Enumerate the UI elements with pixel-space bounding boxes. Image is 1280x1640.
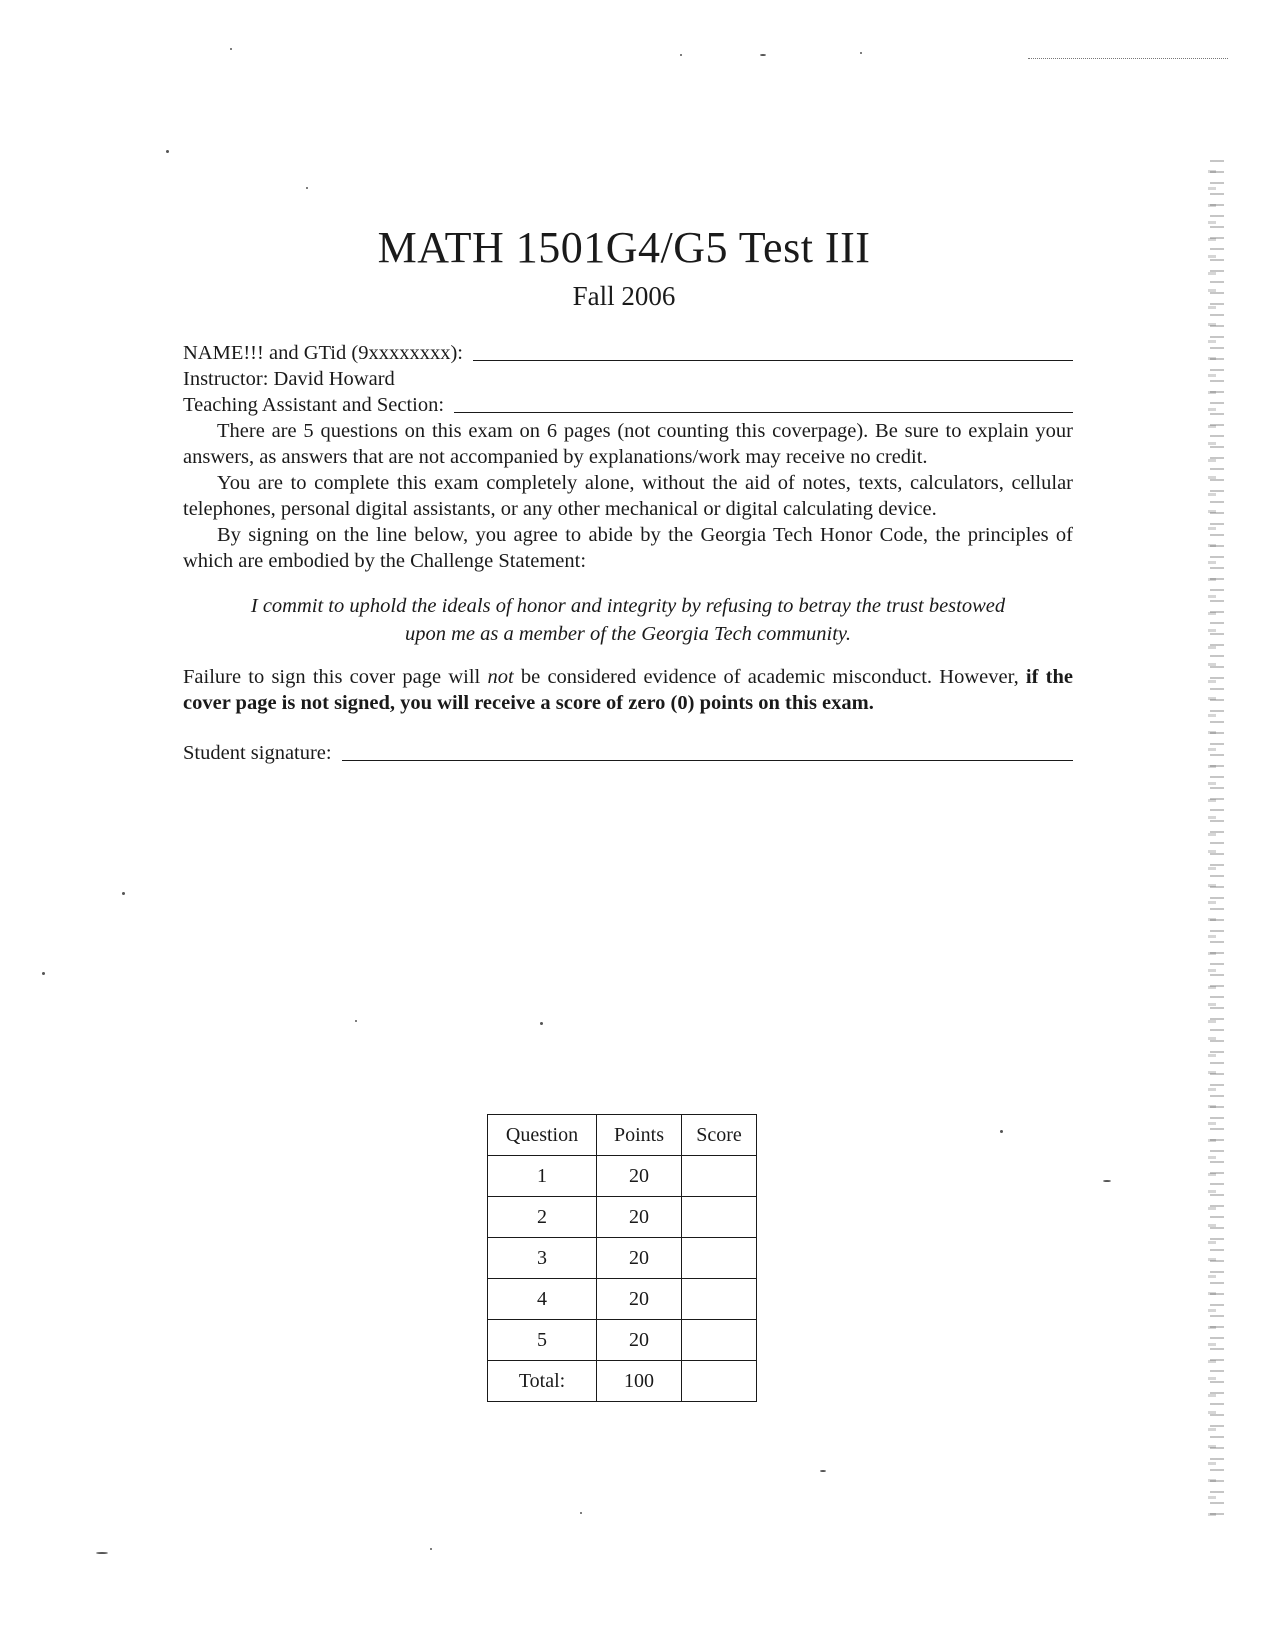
table-row bbox=[488, 1279, 757, 1320]
scan-speck bbox=[42, 972, 45, 975]
scan-speck bbox=[96, 1552, 108, 1554]
scan-speck bbox=[122, 892, 125, 895]
question-points: 20 bbox=[597, 1279, 682, 1320]
signature-line[interactable] bbox=[342, 760, 1073, 761]
total-points: 100 bbox=[597, 1361, 682, 1402]
score-table bbox=[487, 1114, 757, 1402]
challenge-statement-line-2: upon me as a member of the Georgia Tech community. bbox=[404, 623, 851, 645]
instructions-paragraph-2: You are to complete this exam completely alone, without the aid of notes, texts, calculators, cellular telephones, personal digital assistants, or any other mechanical or digital calculating device. bbox=[183, 472, 1073, 520]
exam-term: Fall 2006 bbox=[572, 281, 676, 311]
instructions-paragraph-3: By signing on the line below, you agree to abide by the Georgia Tech Honor Code, the principles of which are embodied by the Challenge Statement: bbox=[183, 524, 1073, 572]
scan-artifact-line bbox=[1028, 58, 1228, 59]
total-score-cell[interactable] bbox=[682, 1361, 757, 1402]
signature-field[interactable] bbox=[183, 740, 1073, 766]
question-number: 4 bbox=[488, 1279, 597, 1320]
score-table-header bbox=[488, 1115, 757, 1156]
scan-speck bbox=[1000, 1130, 1003, 1133]
header-points: Points bbox=[597, 1115, 682, 1156]
cover-body bbox=[183, 340, 1073, 766]
signature-label: Student signature: bbox=[183, 742, 332, 764]
scan-speck bbox=[540, 1022, 543, 1025]
question-number: 2 bbox=[488, 1197, 597, 1238]
ta-section-line[interactable] bbox=[454, 412, 1073, 413]
scan-speck bbox=[430, 1548, 432, 1550]
name-field[interactable] bbox=[183, 340, 1073, 366]
table-row bbox=[488, 1197, 757, 1238]
table-row bbox=[488, 1238, 757, 1279]
header-question: Question bbox=[488, 1115, 597, 1156]
total-row bbox=[488, 1361, 757, 1402]
question-score-cell[interactable] bbox=[682, 1320, 757, 1361]
scan-speck bbox=[680, 54, 682, 56]
warning-text-1: Failure to sign this cover page will bbox=[183, 666, 488, 688]
question-score-cell[interactable] bbox=[682, 1238, 757, 1279]
scan-speck bbox=[580, 1512, 582, 1514]
instructor-label: Instructor: David Howard bbox=[183, 368, 395, 390]
exam-title: MATH 1501G4/G5 Test III bbox=[377, 223, 871, 272]
question-points: 20 bbox=[597, 1320, 682, 1361]
scan-speck bbox=[860, 52, 862, 54]
question-score-cell[interactable] bbox=[682, 1279, 757, 1320]
ta-section-label: Teaching Assistant and Section: bbox=[183, 394, 445, 416]
question-number: 3 bbox=[488, 1238, 597, 1279]
name-field-line[interactable] bbox=[473, 360, 1073, 361]
scan-speck bbox=[230, 48, 232, 50]
scan-edge-noise-secondary bbox=[1208, 170, 1216, 1530]
scan-speck bbox=[760, 54, 766, 56]
table-row bbox=[488, 1156, 757, 1197]
challenge-statement bbox=[183, 592, 1073, 648]
header-score: Score bbox=[682, 1115, 757, 1156]
challenge-statement-line-1: I commit to uphold the ideals of honor and integrity by refusing to betray the trust bestowed bbox=[250, 595, 1006, 617]
instructions-paragraph-1: There are 5 questions on this exam on 6 pages (not counting this coverpage). Be sure to explain your answers, as answers that are not accompanied by explanations/work may receive no credit. bbox=[183, 420, 1073, 468]
question-points: 20 bbox=[597, 1197, 682, 1238]
question-points: 20 bbox=[597, 1156, 682, 1197]
instructor-row bbox=[183, 366, 1073, 392]
question-score-cell[interactable] bbox=[682, 1197, 757, 1238]
warning-emphasis: not bbox=[487, 666, 514, 688]
warning-text-2: be considered evidence of academic misconduct. However, bbox=[513, 666, 1026, 688]
name-field-label: NAME!!! and GTid (9xxxxxxxx): bbox=[183, 342, 463, 364]
table-row bbox=[488, 1320, 757, 1361]
question-score-cell[interactable] bbox=[682, 1156, 757, 1197]
warning-bold-text: if the cover page is not signed, you will receive a score of zero (0) points on this exam. bbox=[183, 666, 1073, 714]
signature-warning bbox=[183, 664, 1073, 716]
question-number: 1 bbox=[488, 1156, 597, 1197]
total-label: Total: bbox=[488, 1361, 597, 1402]
question-number: 5 bbox=[488, 1320, 597, 1361]
scan-speck bbox=[355, 1020, 357, 1022]
scan-speck bbox=[1103, 1180, 1111, 1182]
scan-speck bbox=[820, 1470, 826, 1472]
question-points: 20 bbox=[597, 1238, 682, 1279]
ta-section-field[interactable] bbox=[183, 392, 1073, 418]
scan-speck bbox=[306, 187, 308, 189]
scan-speck bbox=[166, 150, 169, 153]
